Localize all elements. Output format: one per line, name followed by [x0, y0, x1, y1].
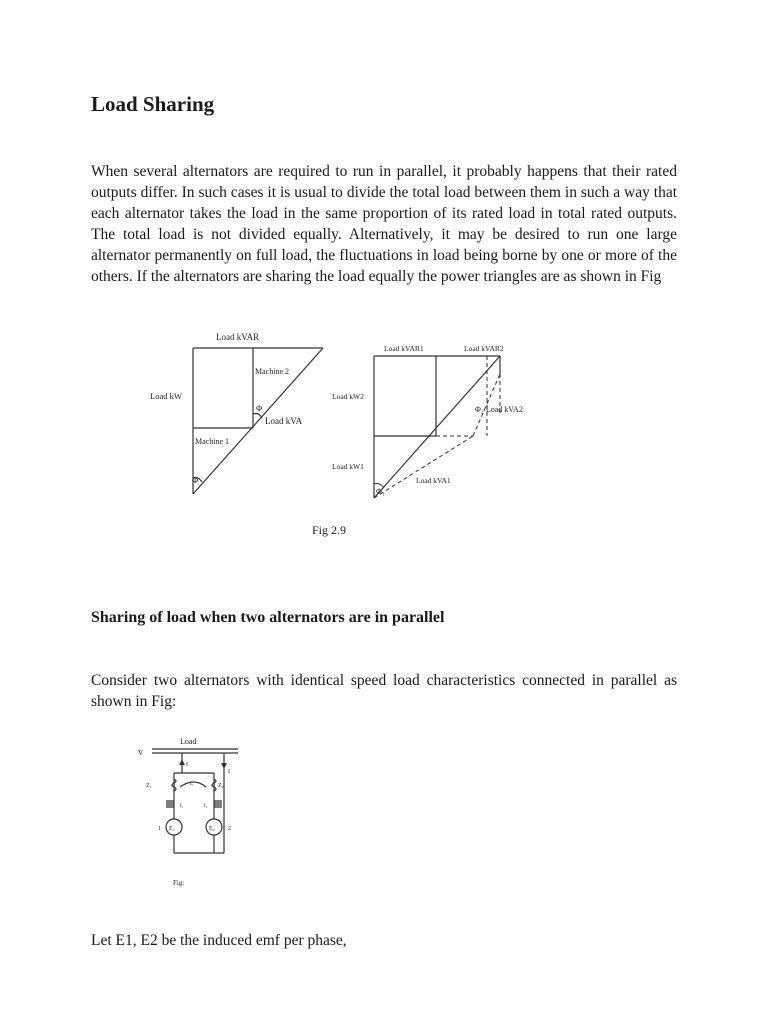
machine2-label: Machine 2	[255, 367, 289, 376]
circuit-i2-label: I₂	[204, 804, 208, 809]
circuit-node1-label: 1	[158, 826, 161, 832]
circuit-z1-label: Z₁	[146, 783, 152, 789]
left-phi-upper-label: Φ	[256, 403, 263, 413]
load-kva1-label: Load kVA1	[416, 476, 451, 485]
parallel-circuit-figure	[134, 735, 244, 890]
figure-2-9-caption: Fig 2.9	[312, 523, 347, 537]
section-heading: Sharing of load when two alternators are in parallel	[91, 609, 445, 626]
left-load-kw-label: Load kW	[150, 391, 182, 401]
parallel-paragraph: Consider two alternators with identical speed load characteristics connected in parallel as shown in Fig:	[91, 672, 677, 710]
circuit-i1-label: I₁	[180, 804, 184, 809]
circuit-v-label: V	[138, 749, 144, 757]
circuit-caption: Fig:	[173, 879, 185, 887]
left-load-kva-label: Load kVA	[265, 416, 303, 426]
figure-2-9	[140, 326, 523, 541]
circuit-i-right-label: I	[228, 769, 230, 775]
machine1-label: Machine 1	[195, 437, 229, 446]
load-kvar2-label: Load kVAR2	[464, 344, 504, 353]
page-title: Load Sharing	[91, 92, 215, 116]
load-kvar1-label: Load kVAR1	[384, 344, 424, 353]
phi1-label: Φ₁	[376, 487, 385, 496]
circuit-node2-label: 2	[228, 826, 231, 832]
circuit-e2-label: E₂	[209, 826, 215, 832]
phi2-load-kva2-label: Φ₂/Load kVA2	[475, 405, 523, 414]
circuit-ic-label: I꜀	[190, 782, 194, 787]
circuit-load-label: Load	[180, 737, 197, 746]
circuit-z2-label: Z₂	[218, 783, 224, 789]
load-kw2-label: Load kW2	[332, 392, 364, 401]
load-kw1-label: Load kW1	[332, 462, 364, 471]
intro-paragraph: When several alternators are required to run in parallel, it probably happens that their rated outputs differ. In such cases it is usual to divide the total load between them in such a way that each alternator takes the load in the same proportion of its rated load in total rated outputs. The total load is not divided equally. Alternatively, it may be desired to run one large alternator permanently on full load, the fluctuations in load being borne by one or more of the others. If the alternators are sharing the load equally the power triangles are as shown in Fig	[91, 163, 677, 285]
circuit-e1-label: E₁	[169, 826, 175, 832]
left-load-kvar-label: Load kVAR	[216, 332, 260, 342]
emf-paragraph: Let E1, E2 be the induced emf per phase,	[91, 932, 347, 949]
left-phi-lower-label: Φ	[192, 475, 199, 485]
circuit-i-left-label: I	[186, 762, 188, 768]
